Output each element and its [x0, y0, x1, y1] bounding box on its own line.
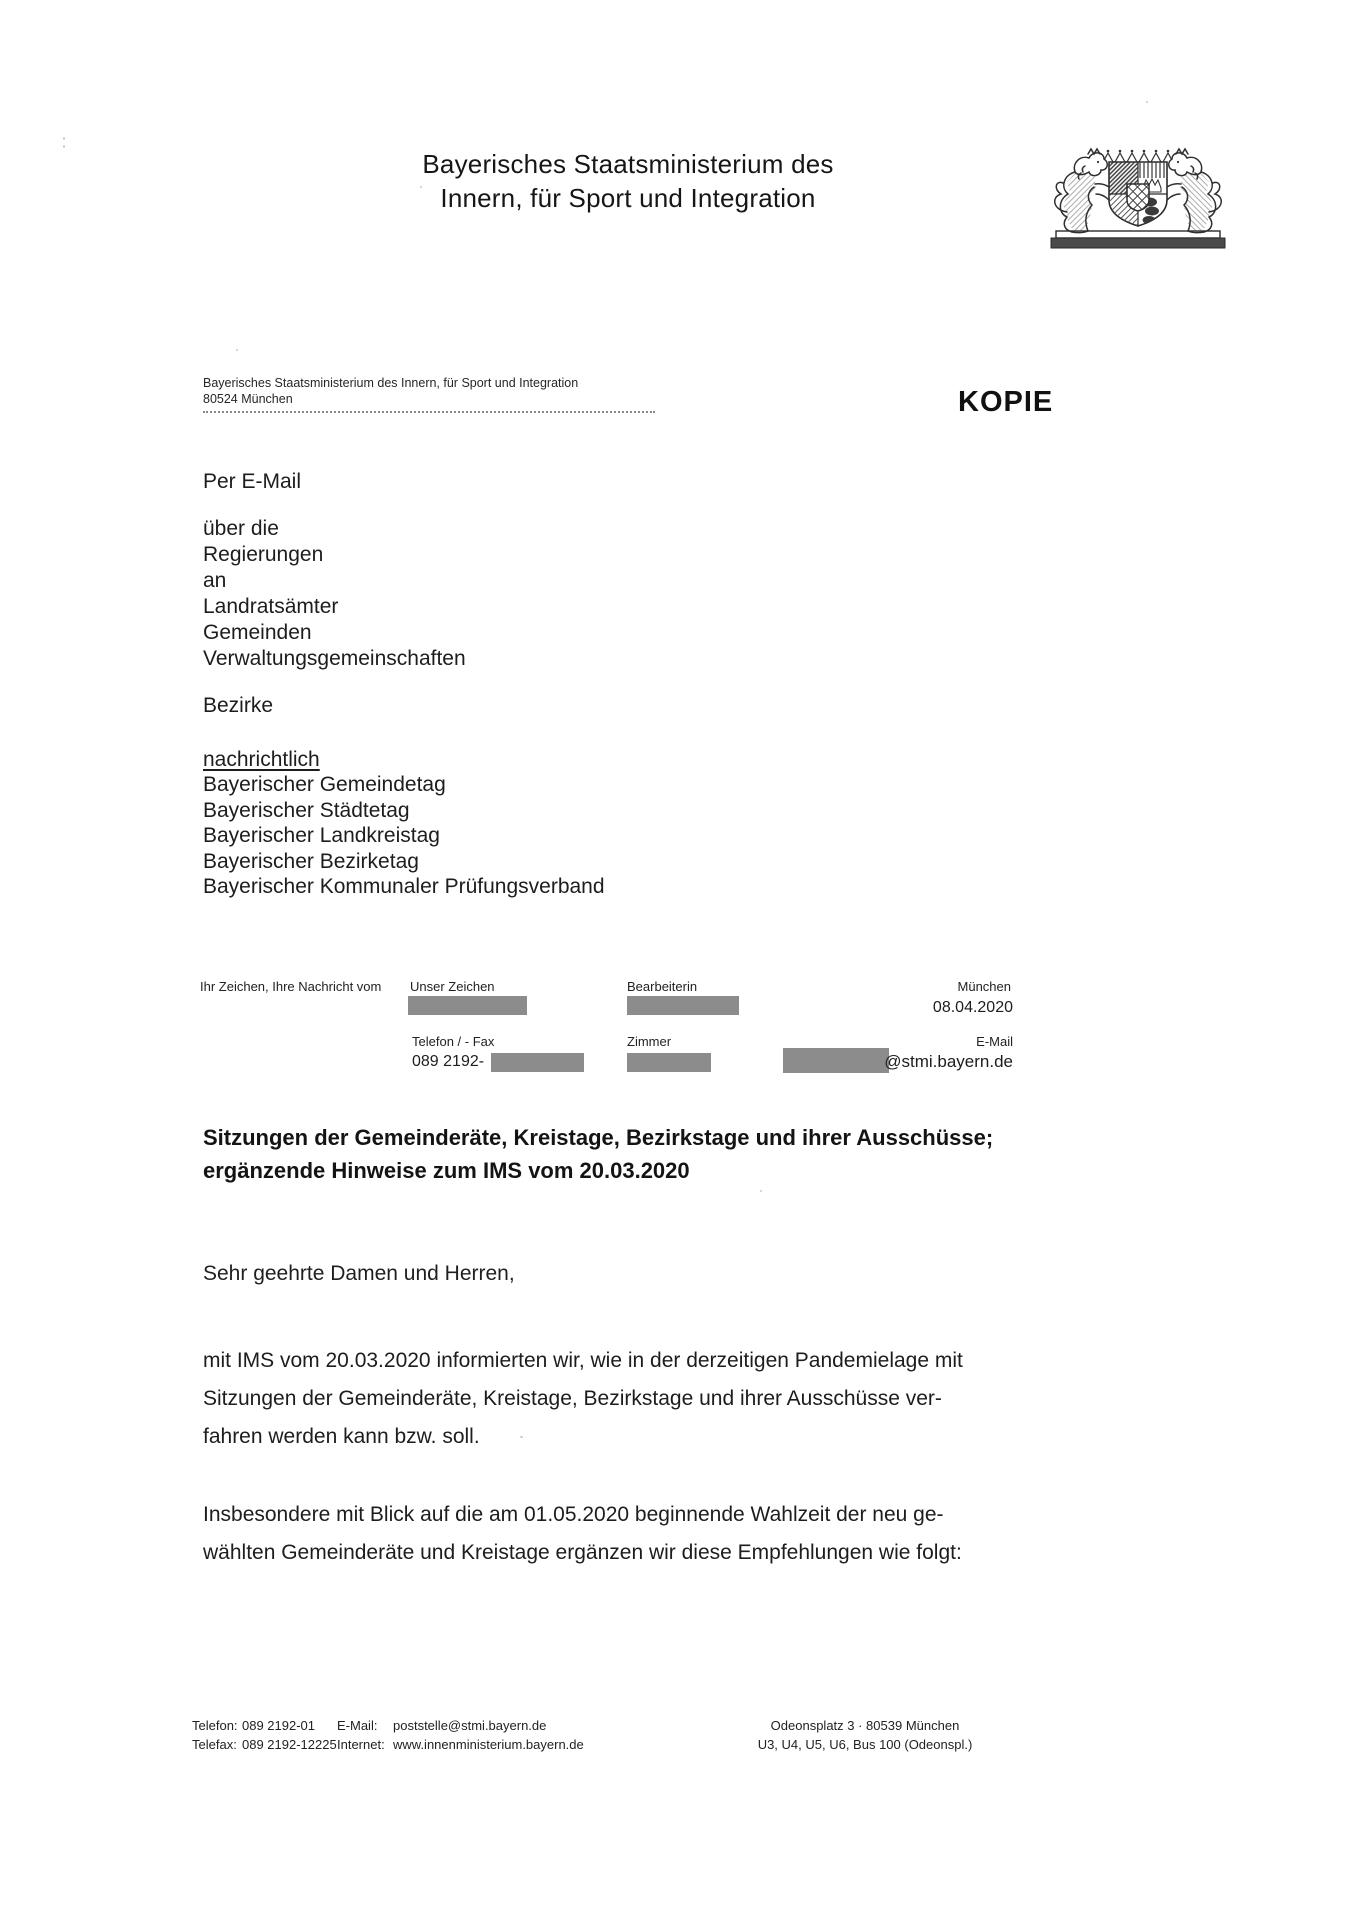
subject-line2: ergänzende Hinweise zum IMS vom 20.03.2020 — [203, 1158, 690, 1183]
footer-transit: U3, U4, U5, U6, Bus 100 (Odeonspl.) — [757, 1737, 973, 1752]
return-address-line2: 80524 München — [203, 392, 293, 406]
letterhead-line1: Bayerisches Staatsministerium des — [422, 149, 834, 179]
bavaria-coat-of-arms-icon — [1043, 142, 1233, 260]
body-line: fahren werden kann bzw. soll. — [203, 1425, 480, 1448]
our-ref-label: Unser Zeichen — [410, 979, 495, 994]
copy-stamp: KOPIE — [958, 386, 1054, 418]
footer-phone-label: Telefon: — [192, 1718, 238, 1733]
list-item: Bayerischer Landkreistag — [203, 824, 440, 847]
footer-fax: 089 2192-12225 — [242, 1737, 337, 1752]
phone-fax-label: Telefon / - Fax — [412, 1034, 495, 1049]
list-item: Bayerischer Bezirketag — [203, 849, 419, 873]
room-label: Zimmer — [627, 1034, 672, 1049]
scan-speckle — [420, 186, 422, 188]
recipient-list — [203, 516, 466, 672]
redaction-box — [627, 1053, 711, 1072]
redaction-box — [627, 996, 739, 1015]
scan-speckle — [63, 145, 65, 148]
list-item: Verwaltungsgemeinschaften — [203, 647, 466, 670]
list-item: Landratsämter — [203, 595, 339, 618]
footer-internet-label: Internet: — [337, 1737, 385, 1752]
recipient-bezirke: Bezirke — [203, 694, 274, 717]
scan-speckle — [236, 349, 238, 351]
scan-speckle — [1146, 101, 1148, 103]
scan-speckle — [520, 1436, 523, 1438]
cc-heading: nachrichtlich — [203, 748, 320, 771]
footer-contact — [192, 1716, 584, 1754]
your-ref-label: Ihr Zeichen, Ihre Nachricht vom — [200, 979, 382, 994]
list-item: Bayerischer Städtetag — [203, 798, 410, 822]
body-line: Sitzungen der Gemeinderäte, Kreistage, Bezirkstage und ihrer Ausschüsse ver- — [203, 1387, 942, 1410]
email-label: E-Mail — [976, 1034, 1013, 1049]
return-address-line1: Bayerisches Staatsministerium des Innern, für Sport und Integration — [203, 376, 579, 390]
list-item: an — [203, 569, 227, 592]
email-domain: @stmi.bayern.de — [884, 1052, 1013, 1071]
scan-speckle — [63, 137, 65, 140]
body-paragraph-2 — [203, 1496, 1043, 1572]
return-address — [203, 375, 655, 413]
letter-date: 08.04.2020 — [932, 999, 1013, 1016]
footer-street: Odeonsplatz 3 · 80539 München — [770, 1718, 960, 1733]
subject — [203, 1121, 1063, 1187]
body-line: mit IMS vom 20.03.2020 informierten wir, wie in der derzeitigen Pandemielage mit — [203, 1349, 963, 1372]
body-line: wählten Gemeinderäte und Kreistage ergänzen wir diese Empfehlungen wie folgt: — [203, 1541, 962, 1564]
footer-fax-label: Telefax: — [192, 1737, 237, 1752]
clerk-label: Bearbeiterin — [627, 979, 698, 994]
list-item: Bayerischer Kommunaler Prüfungsverband — [203, 875, 605, 898]
redaction-box — [408, 996, 527, 1015]
redaction-box — [491, 1053, 584, 1072]
body-paragraph-1 — [203, 1342, 1043, 1456]
footer-address — [710, 1716, 1020, 1754]
city-label: München — [957, 979, 1011, 994]
delivery-method: Per E-Mail — [203, 470, 302, 493]
footer-phone: 089 2192-01 — [242, 1718, 316, 1733]
redaction-box — [783, 1048, 889, 1073]
footer-email: poststelle@stmi.bayern.de — [393, 1718, 547, 1733]
cc-list — [203, 772, 605, 900]
list-item: Regierungen — [203, 543, 324, 566]
letterhead-title — [388, 147, 868, 215]
list-item: Bayerischer Gemeindetag — [203, 773, 446, 796]
subject-line1: Sitzungen der Gemeinderäte, Kreistage, Bezirkstage und ihrer Ausschüsse; — [203, 1125, 994, 1150]
body-line: Insbesondere mit Blick auf die am 01.05.2020 beginnende Wahlzeit der neu ge- — [203, 1503, 944, 1526]
phone-prefix: 089 2192- — [412, 1053, 485, 1070]
footer-email-label: E-Mail: — [337, 1718, 378, 1733]
footer-internet: www.innenministerium.bayern.de — [393, 1737, 584, 1752]
letterhead-line2: Innern, für Sport und Integration — [440, 183, 816, 213]
scan-speckle — [760, 1190, 762, 1192]
salutation: Sehr geehrte Damen und Herren, — [203, 1262, 515, 1285]
list-item: Gemeinden — [203, 621, 312, 644]
list-item: über die — [203, 517, 279, 540]
